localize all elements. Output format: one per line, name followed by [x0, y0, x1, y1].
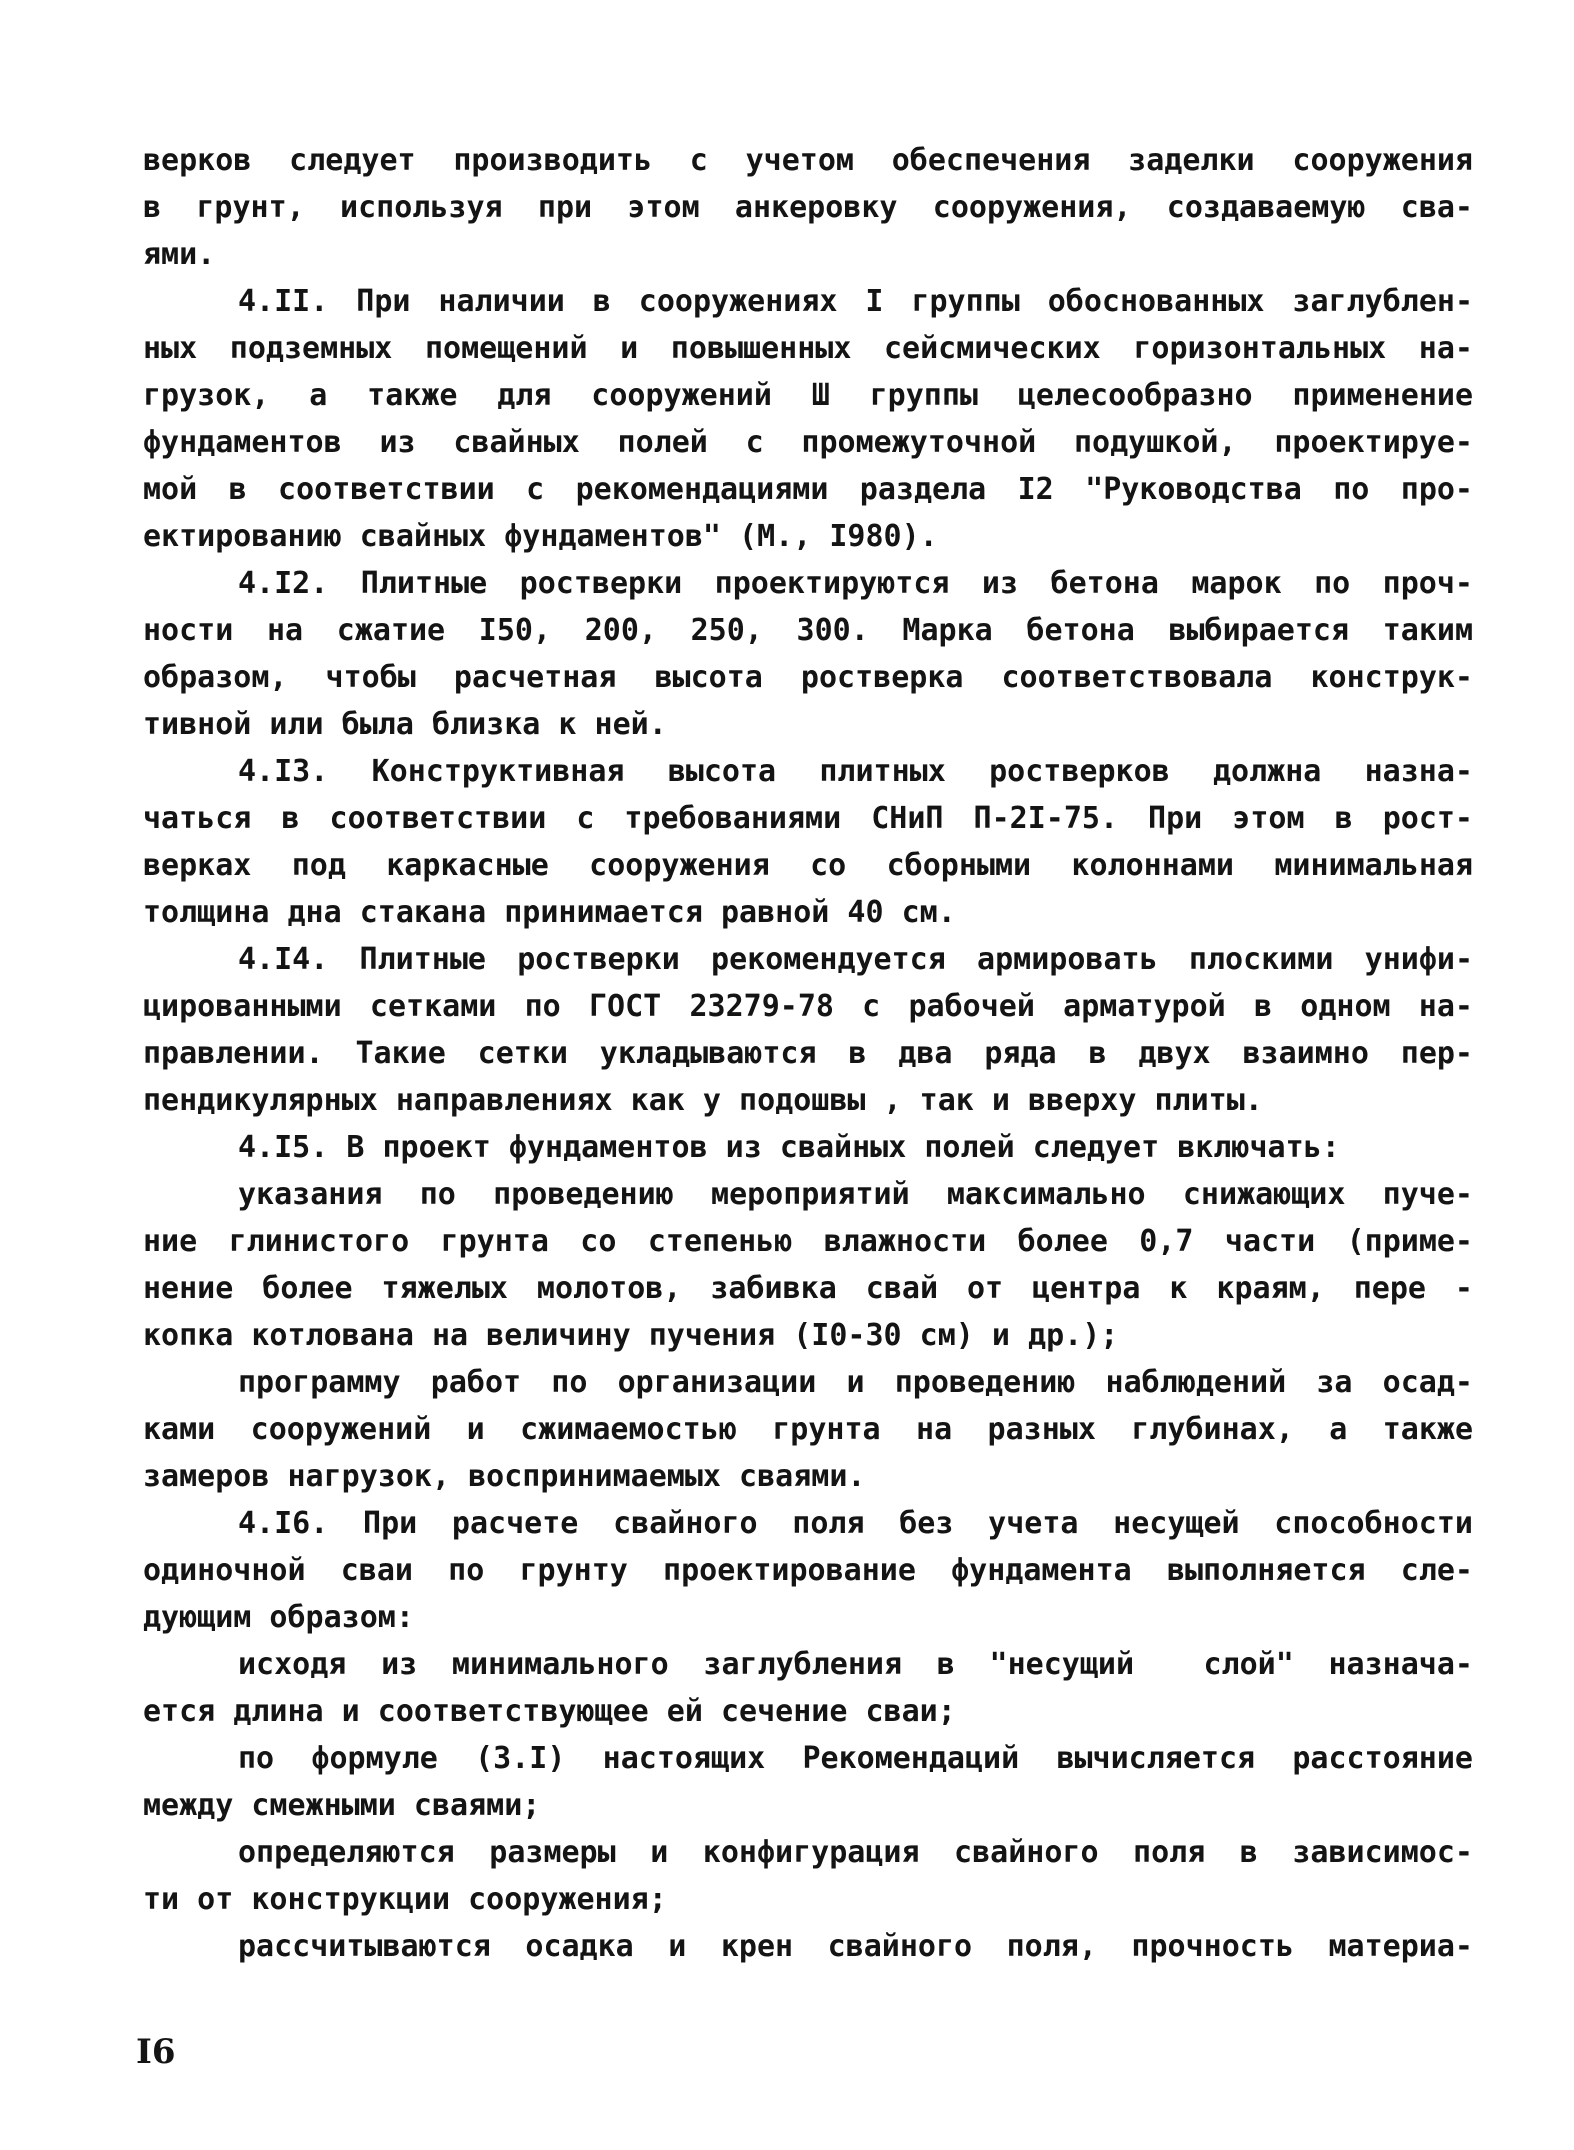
paragraph-4-13-start: 4.I3. Конструктивная высота плитных ростверков должна назна-: [238, 754, 1473, 789]
text-line: верках под каркасные сооружения со сборными колоннами минимальная: [143, 848, 1473, 883]
text-line: в грунт, используя при этом анкеровку сооружения, создаваемую сва-: [143, 190, 1473, 225]
text-line: грузок, а также для сооружений Ш группы целесообразно применение: [143, 378, 1473, 413]
paragraph-4-16-start: 4.I6. При расчете свайного поля без учета несущей способности: [238, 1506, 1473, 1541]
text-line: правлении. Такие сетки укладываются в два ряда в двух взаимно пер-: [143, 1036, 1473, 1071]
text-line: ектированию свайных фундаментов" (М., I980).: [143, 519, 938, 554]
text-line: цированными сетками по ГОСТ 23279-78 с рабочей арматурой в одном на-: [143, 989, 1473, 1024]
text-line: между смежными сваями;: [143, 1788, 541, 1823]
list-item-start: рассчитываются осадка и крен свайного поля, прочность материа-: [238, 1929, 1473, 1964]
text-line: ных подземных помещений и повышенных сейсмических горизонтальных на-: [143, 331, 1473, 366]
text-line: образом, чтобы расчетная высота ростверка соответствовала конструк-: [143, 660, 1473, 695]
list-item-start: указания по проведению мероприятий максимально снижающих пуче-: [238, 1177, 1473, 1212]
text-line: пендикулярных направлениях как у подошвы , так и вверху плиты.: [143, 1083, 1263, 1118]
text-line: толщина дна стакана принимается равной 40 см.: [143, 895, 956, 930]
text-line: чаться в соответствии с требованиями СНиП П-2I-75. При этом в рост-: [143, 801, 1473, 836]
text-line: ется длина и соответствующее ей сечение сваи;: [143, 1694, 956, 1729]
text-line: ями.: [143, 237, 216, 272]
text-line: фундаментов из свайных полей с промежуточной подушкой, проектируе-: [143, 425, 1473, 460]
list-item-start: исходя из минимального заглубления в "несущий слой" назнача-: [238, 1647, 1473, 1682]
list-item-start: определяются размеры и конфигурация свайного поля в зависимос-: [238, 1835, 1473, 1870]
list-item-start: по формуле (3.I) настоящих Рекомендаций вычисляется расстояние: [238, 1741, 1473, 1776]
text-line: замеров нагрузок, воспринимаемых сваями.: [143, 1459, 866, 1494]
text-line: дующим образом:: [143, 1600, 414, 1635]
paragraph-4-11-start: 4.II. При наличии в сооружениях I группы обоснованных заглублен-: [238, 284, 1473, 319]
paragraph-4-15-start: 4.I5. В проект фундаментов из свайных полей следует включать:: [238, 1130, 1340, 1165]
text-line: одиночной сваи по грунту проектирование фундамента выполняется сле-: [143, 1553, 1473, 1588]
text-line: нение более тяжелых молотов, забивка свай от центра к краям, пере -: [143, 1271, 1473, 1306]
text-line: тивной или была близка к ней.: [143, 707, 667, 742]
text-line: мой в соответствии с рекомендациями раздела I2 "Руководства по про-: [143, 472, 1473, 507]
text-line: ками сооружений и сжимаемостью грунта на разных глубинах, а также: [143, 1412, 1473, 1447]
page-number: I6: [136, 2032, 176, 2072]
paragraph-4-12-start: 4.I2. Плитные ростверки проектируются из бетона марок по проч-: [238, 566, 1473, 601]
text-line: ности на сжатие I50, 200, 250, 300. Марка бетона выбирается таким: [143, 613, 1473, 648]
list-item-start: программу работ по организации и проведению наблюдений за осад-: [238, 1365, 1473, 1400]
text-line: копка котлована на величину пучения (I0-30 см) и др.);: [143, 1318, 1119, 1353]
text-line: ние глинистого грунта со степенью влажности более 0,7 части (приме-: [143, 1224, 1473, 1259]
paragraph-4-14-start: 4.I4. Плитные ростверки рекомендуется армировать плоскими унифи-: [238, 942, 1473, 977]
text-line: ти от конструкции сооружения;: [143, 1882, 667, 1917]
text-line: верков следует производить с учетом обеспечения заделки сооружения: [143, 143, 1473, 178]
